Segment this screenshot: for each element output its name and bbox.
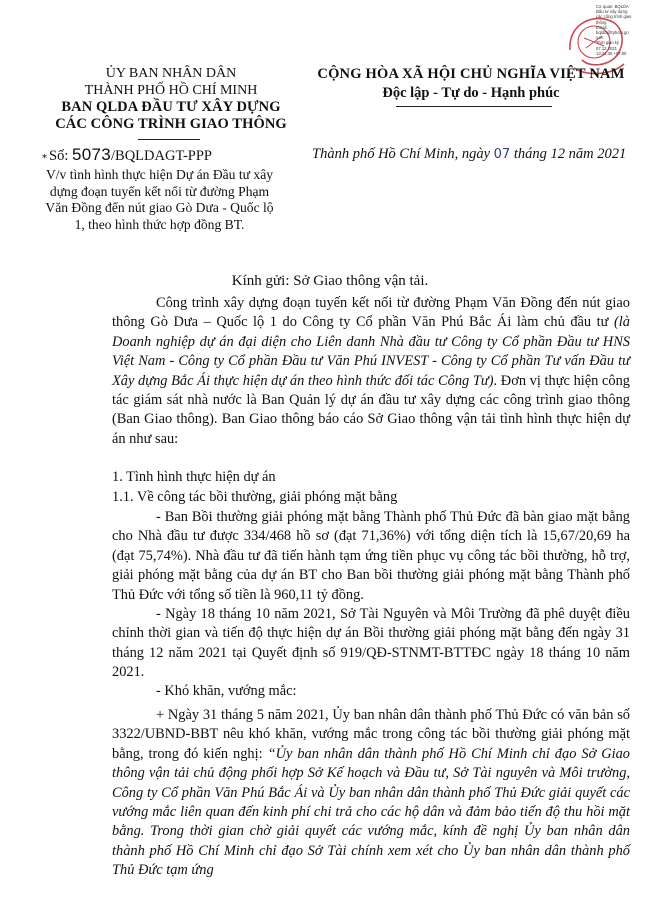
section-1-1-heading: 1.1. Về công tác bồi thường, giải phóng mặt bằng (112, 489, 398, 505)
sig-line: Thời gian ký (596, 40, 619, 46)
date-prefix: Thành phố Hồ Chí Minh, ngày (312, 146, 491, 162)
subject: V/v tình hình thực hiện Dự án Đầu tư xây dựng đoạn tuyến kết nối từ đường Phạm Văn Đồng đến nút giao Gò Dưa - Quốc lộ 1, theo hình thức hợp đồng BT. (45, 167, 274, 232)
date-suffix: tháng 12 năm 2021 (513, 146, 627, 162)
agency-header (42, 65, 300, 133)
intro-text-end: . Đơn vị thực hiện công tác giám sát nhà nước là Ban Quản lý dự án đầu tư xây dựng các công trình giao thông (Ban Giao thông). Ban Giao thông báo cáo Sở Giao thông vận tải tình hình thực hiện dự án như sau: (112, 372, 630, 447)
sig-line: v.vn (596, 35, 604, 41)
sig-line: 07.12.2021 (596, 45, 617, 51)
sig-line: thông (596, 19, 607, 25)
intro-paragraph (112, 294, 630, 449)
nation-line-1: CỘNG HÒA XÃ HỘI CHỦ NGHĨA VIỆT NAM (317, 66, 625, 82)
agency-line-1: ỦY BAN NHÂN DÂN (105, 66, 237, 81)
paragraph-request (112, 706, 630, 881)
document-number (42, 145, 212, 165)
request-text: + Ngày 31 tháng 5 năm 2021, Ủy ban nhân dân thành phố Thủ Đức có văn bản số 3322/UBND-BBT nêu khó khăn, vướng mắc trong công tác bồi thường giải phóng mặt bằng, trong đó kiến nghị: (112, 707, 630, 762)
agency-line-4: CÁC CÔNG TRÌNH GIAO THÔNG (55, 116, 287, 132)
sig-line: các công trình giao (596, 14, 632, 20)
agency-underline (138, 139, 200, 140)
nation-underline (396, 106, 552, 107)
sig-line: 13:44:45 +07:00 (596, 50, 627, 56)
number-suffix: /BQLDAGT-PPP (111, 148, 212, 164)
sig-line: Email: (596, 24, 608, 30)
intro-text: Công trình xây dựng đoạn tuyến kết nối từ đường Phạm Văn Đồng đến nút giao thông Gò Dưa – Quốc lộ 1 do Công ty Cổ phần Văn Phú Bắc Ái làm chủ đầu tư (112, 295, 630, 331)
paragraph-difficulties: - Khó khăn, vướng mắc: (156, 683, 297, 699)
nation-line-2: Độc lập - Tự do - Hạnh phúc (382, 85, 560, 101)
paragraph-decision: - Ngày 18 tháng 10 năm 2021, Sở Tài Nguyên và Môi Trường đã phê duyệt điều chỉnh thời gian và tiến độ thực hiện dự án Bồi thường giải phóng mặt bằng đến ngày 31 tháng 12 năm 2021 tại Quyết định số 919/QĐ-STNMT-BTTĐC ngày 18 tháng 10 năm 2021. (112, 606, 630, 681)
salutation: Kính gửi: Sở Giao thông vận tải. (231, 273, 429, 289)
signature-info (596, 4, 650, 56)
agency-line-2: THÀNH PHỐ HỒ CHÍ MINH (84, 83, 258, 98)
date-day: 07 (493, 147, 511, 162)
date-line (312, 146, 626, 163)
intro-italic-text: (là Doanh nghiệp dự án đại diện cho Liên danh Nhà đầu tư Công ty Cổ phần Đầu tư HNS Việt Nam - Công ty Cổ phần Đầu tư Văn Phú INVEST - Công ty Cổ phần Tư vấn Đầu tư Xây dựng Bắc Ái thực hiện dự án theo hình thức đối tác Công Tư) (112, 314, 630, 389)
sig-line: Đầu tư xây dựng (596, 9, 628, 15)
section-1-heading: 1. Tình hình thực hiện dự án (112, 469, 276, 485)
sig-line: bqldct@tphcm.go (596, 30, 629, 36)
agency-line-3: BAN QLDA ĐẦU TƯ XÂY DỰNG (61, 99, 281, 115)
paragraph-compensation: - Ban Bồi thường giải phóng mặt bằng Thành phố Thủ Đức đã bàn giao mặt bằng cho Nhà đầu tư được 334/468 hồ sơ (đạt 71,36%) với tổng diện tích là 15,67/20,69 ha (đạt 75,74%). Nhà đầu tư đã tiến hành tạm ứng tiền phục vụ công tác bồi thường, hỗ trợ, giải phóng mặt bằng của dự án BT cho Ban bồi thường giải phóng mặt bằng Thành phố Thủ Đức với tổng số tiền là 960,11 tỷ đồng. (112, 509, 630, 603)
national-header (312, 65, 630, 103)
number-prefix: Số: (49, 148, 69, 164)
sig-line: Cơ quan: BQLDA (596, 4, 629, 9)
request-italic-text: “Ủy ban nhân dân thành phố Hồ Chí Minh chỉ đạo Sở Giao thông vận tải chủ động phối hợp Sở Kế hoạch và Đầu tư, Sở Tài nguyên và Môi trường, Công ty Cổ phần Văn Phú Bắc Ái và Ủy ban nhân dân thành phố Thủ Đức giải quyết các vướng mắc liên quan đến kinh phí chi trả cho các hộ dân và đảm bảo tiến độ thu hồi mặt bằng. Trong thời gian chờ giải quyết các vướng mắc, kính đề nghị Ủy ban nhân dân thành phố Hồ Chí Minh chỉ đạo Sở Tài chính xem xét cho Ủy ban nhân dân thành phố Thủ Đức tạm ứng (112, 745, 631, 879)
dot-mark-icon: ⁎ (42, 150, 47, 161)
number-value: 5073 (71, 145, 111, 164)
